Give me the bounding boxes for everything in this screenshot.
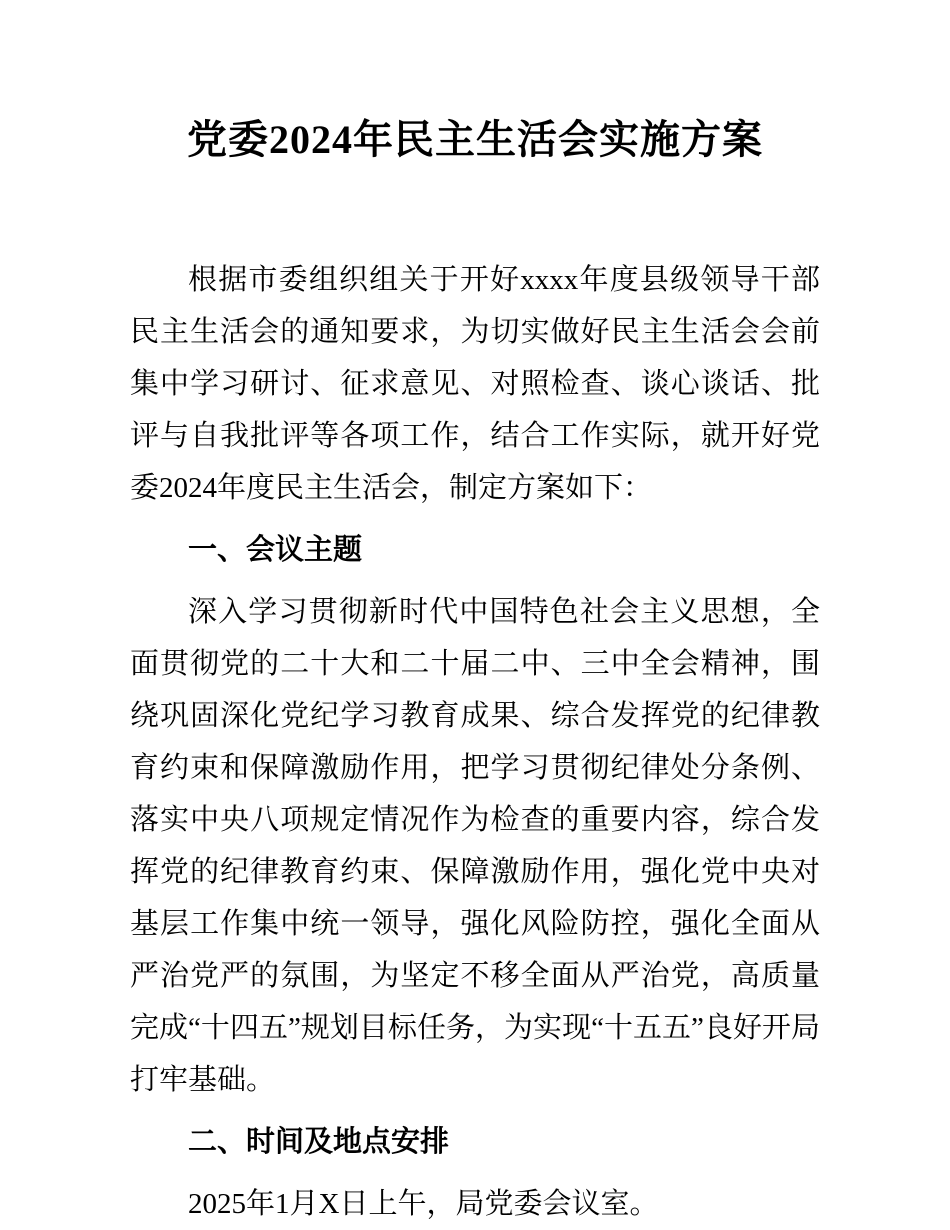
paragraph-time-place: 2025年1月X日上午，局党委会议室。 — [188, 1188, 659, 1220]
paragraph-meeting-theme: 深入学习贯彻新时代中国特色社会主义思想，全面贯彻党的二十大和二十届二中、三中全会精神，围绕巩固深化党纪学习教育成果、综合发挥党的纪律教育约束和保障激励作用，把学习贯彻纪律处分条例、落实中央八项规定情况作为检查的重要内容，综合发挥党的纪律教育约束、保障激励作用，强化党中央对基层工作集中统一领导，强化风险防控，强化全面从严治党严的氛围，为坚定不移全面从严治党，高质量完成“十四五”规划目标任务，为实现“十五五”良好开局打牢基础。 — [130, 596, 820, 1096]
paragraph-intro: 根据市委组织组关于开好xxxx年度县级领导干部民主生活会的通知要求，为切实做好民主生活会会前集中学习研讨、征求意见、对照检查、谈心谈话、批评与自我批评等各项工作，结合工作实际，就开好党委2024年度民主生活会，制定方案如下： — [130, 264, 820, 504]
document-title: 党委2024年民主生活会实施方案 — [187, 117, 763, 162]
section-heading-meeting-theme: 一、会议主题 — [188, 534, 363, 566]
section-heading-time-place: 二、时间及地点安排 — [188, 1126, 450, 1158]
